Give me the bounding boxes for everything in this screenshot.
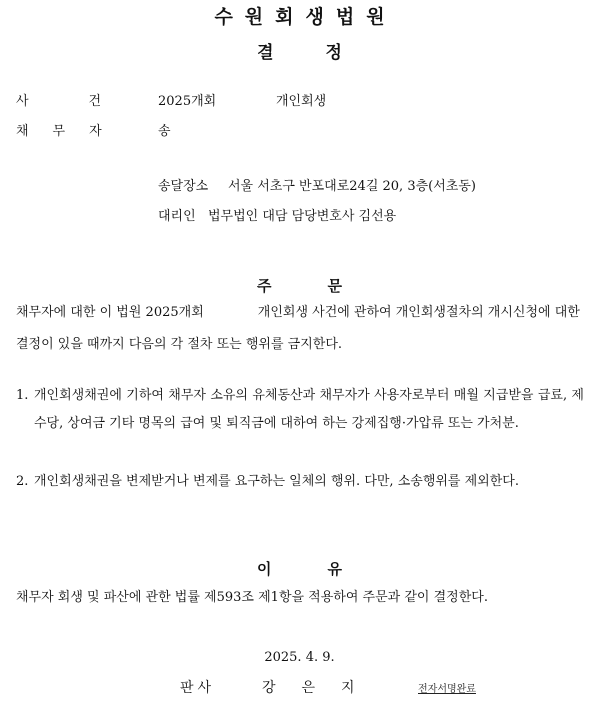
order-item-1 (16, 382, 584, 438)
case-type: 개인회생 (276, 94, 327, 109)
agent-label: 대리인 (158, 209, 196, 224)
order-intro-start: 채무자에 대한 이 법원 2025개회 (16, 305, 204, 320)
case-label: 사건 (16, 94, 162, 109)
order-heading: 주문 (257, 277, 398, 295)
reason-text: 채무자 회생 및 파산에 관한 법률 제593조 제1항을 적용하여 주문과 같이 결정한다. (16, 590, 488, 605)
service-label: 송달장소 (158, 179, 209, 194)
debtor-name: 송 (158, 124, 171, 139)
reason-heading: 이유 (257, 560, 398, 578)
order-item-text: 개인회생채권에 기하여 채무자 소유의 유체동산과 채무자가 사용자로부터 매월 지급받을 급료, 제수당, 상여금 기타 명목의 급여 및 퇴직금에 대하여 하는 강제집행·가압류 또는 가처분. (34, 388, 584, 431)
case-number: 2025개회 (158, 94, 217, 109)
order-item-text: 개인회생채권을 변제받거나 변제를 요구하는 일체의 행위. 다만, 소송행위를 제외한다. (34, 474, 519, 489)
order-intro-end: 개인회생 사건에 관하여 개인회생절차의 개시신청에 대한 결정이 있을 때까지 다음의 각 절차 또는 행위를 금지한다. (16, 305, 580, 352)
judge-name: 강은지 (262, 680, 381, 696)
debtor-label: 채무자 (16, 124, 126, 139)
service-address: 서울 서초구 반포대로24길 20, 3층(서초동) (228, 179, 476, 194)
order-item-number: 2. (16, 474, 29, 489)
agent-name: 법무법인 대담 담당변호사 김선용 (208, 209, 397, 224)
e-signature-note: 전자서명완료 (418, 684, 476, 695)
document-title: 결정 (257, 43, 394, 63)
judge-title: 판사 (180, 680, 216, 696)
order-item-2 (16, 468, 584, 496)
order-intro (16, 297, 584, 361)
decision-date: 2025. 4. 9. (264, 650, 335, 665)
order-item-number: 1. (16, 388, 29, 403)
court-name: 수원회생법원 (214, 6, 397, 28)
